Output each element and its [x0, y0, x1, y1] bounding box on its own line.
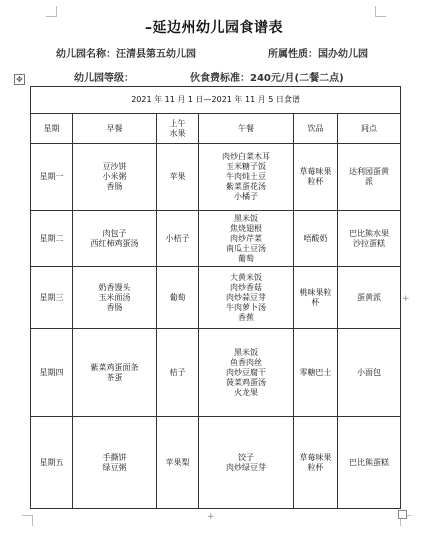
lunch-item: 牛肉炖土豆 — [226, 172, 266, 181]
table-row — [31, 267, 401, 329]
day-cell: 星期一 — [31, 144, 73, 211]
breakfast-item: 香肠 — [106, 182, 123, 191]
drink-item: 唔酸奶 — [303, 233, 328, 243]
lunch-item: 菠菜鸡蛋汤 — [226, 377, 266, 387]
drink-cell — [294, 329, 338, 417]
snack-item: 达利园蛋黄 — [349, 167, 390, 176]
fruit-cell — [157, 144, 199, 211]
fruit-cell — [157, 417, 199, 509]
fruit-item: 苹果 — [169, 172, 186, 181]
drink-cell — [294, 144, 338, 211]
header-row — [31, 114, 401, 144]
table-move-handle-icon[interactable]: ✥ — [14, 74, 25, 85]
breakfast-item: 玉米面汤 — [98, 292, 131, 302]
drink-cell — [294, 211, 338, 267]
snack-cell — [338, 211, 401, 267]
fruit-item: 桔子 — [169, 367, 186, 377]
snack-item: 蛋黄派 — [357, 292, 382, 302]
header-fruit: 上午 水果 — [157, 114, 199, 144]
header-breakfast: 早餐 — [73, 114, 157, 144]
drink-item: 草莓味果 — [299, 452, 332, 462]
fruit-item: 葡萄 — [169, 292, 186, 302]
lunch-item: 大黄米饭 — [230, 272, 262, 282]
table-row — [31, 329, 401, 417]
table-row — [31, 211, 401, 267]
table-row — [31, 417, 401, 509]
drink-item: 零糖巴士 — [299, 367, 332, 377]
day-cell: 星期四 — [31, 329, 73, 417]
drink-item: 杯 — [311, 297, 320, 307]
snack-item: 派 — [365, 177, 374, 186]
table-resize-handle-icon[interactable] — [398, 510, 407, 519]
page-corner-mark — [22, 515, 33, 526]
lunch-cell — [199, 144, 294, 211]
kindergarten-grade: 幼儿园等级： — [74, 73, 134, 84]
lunch-item: 紫菜蛋花汤 — [226, 182, 266, 191]
breakfast-item: 豆沙饼 — [102, 162, 127, 171]
lunch-item: 肉炒蒜豆芽 — [226, 292, 266, 302]
add-column-icon[interactable]: + — [402, 294, 410, 304]
snack-cell — [338, 144, 401, 211]
fruit-item: 小桔子 — [165, 233, 190, 243]
breakfast-item: 香肠 — [106, 302, 123, 312]
header-snack: 间点 — [338, 114, 401, 144]
add-row-icon[interactable]: + — [207, 512, 215, 522]
lunch-item: 小橘子 — [234, 192, 258, 201]
fruit-cell — [157, 329, 199, 417]
breakfast-item: 肉包子 — [102, 228, 127, 238]
snack-cell — [338, 329, 401, 417]
lunch-item: 葡萄 — [238, 253, 254, 263]
lunch-cell — [199, 417, 294, 509]
drink-item: 粒杯 — [307, 177, 324, 186]
breakfast-item: 小米粥 — [102, 172, 127, 181]
snack-cell — [338, 267, 401, 329]
kindergarten-nature: 所属性质：国办幼儿园 — [268, 49, 368, 60]
breakfast-cell — [73, 267, 157, 329]
drink-cell — [294, 267, 338, 329]
breakfast-cell — [73, 144, 157, 211]
snack-item: 沙拉蛋糕 — [353, 238, 386, 248]
header-drink: 饮品 — [294, 114, 338, 144]
breakfast-item: 手撕饼 — [102, 452, 127, 462]
snack-item: 小面包 — [357, 367, 382, 377]
breakfast-item: 茶蛋 — [106, 372, 123, 382]
snack-item: 巴比熊蛋糕 — [349, 457, 390, 467]
day-cell: 星期五 — [31, 417, 73, 509]
meal-fee-standard: 伙食费标准：240元/月(二餐二点) — [190, 73, 344, 84]
lunch-item: 火龙果 — [234, 387, 258, 397]
snack-item: 巴比熊水果 — [349, 228, 390, 238]
breakfast-cell — [73, 329, 157, 417]
day-cell: 星期三 — [31, 267, 73, 329]
lunch-item: 香蕉 — [238, 312, 254, 322]
date-range-caption: 2021 年 11 月 1 日—2021 年 11 月 5 日食谱 — [31, 87, 401, 114]
drink-cell — [294, 417, 338, 509]
lunch-item: 肉炒白菜木耳 — [222, 152, 270, 161]
header-day: 星期 — [31, 114, 73, 144]
kindergarten-name: 幼儿园名称：汪清县第五幼儿园 — [56, 49, 196, 60]
lunch-cell — [199, 329, 294, 417]
lunch-cell — [199, 267, 294, 329]
breakfast-item: 紫菜鸡蛋面条 — [90, 362, 139, 372]
lunch-item: 肉炒香菇 — [230, 282, 262, 292]
page-corner-mark — [46, 6, 57, 17]
day-cell: 星期二 — [31, 211, 73, 267]
lunch-item: 牛肉萝卜汤 — [226, 302, 266, 312]
lunch-item: 肉炒豆腐干 — [226, 367, 266, 377]
document-title: –延边州幼儿园食谱表 — [145, 20, 283, 36]
drink-item: 草莓味果 — [299, 167, 332, 176]
breakfast-item: 西红柿鸡蛋汤 — [90, 238, 139, 248]
breakfast-cell — [73, 417, 157, 509]
lunch-cell — [199, 211, 294, 267]
breakfast-item: 奶香馒头 — [98, 282, 131, 292]
lunch-item: 鱼香肉丝 — [230, 357, 262, 367]
lunch-item: 饺子 — [238, 452, 254, 462]
page-corner-mark — [375, 6, 386, 17]
fruit-cell — [157, 211, 199, 267]
lunch-item: 焦烧翅根 — [230, 223, 262, 233]
breakfast-item: 绿豆粥 — [102, 462, 127, 472]
lunch-item: 南瓜土豆汤 — [226, 243, 266, 253]
lunch-item: 黑米饭 — [234, 213, 258, 223]
fruit-item: 苹果梨 — [165, 457, 190, 467]
menu-table — [30, 86, 401, 509]
snack-cell — [338, 417, 401, 509]
breakfast-cell — [73, 211, 157, 267]
lunch-item: 黑米饭 — [234, 347, 258, 357]
table-row — [31, 144, 401, 211]
header-lunch: 午餐 — [199, 114, 294, 144]
lunch-item: 玉米糖子饭 — [226, 162, 266, 171]
lunch-item: 肉炒芹菜 — [230, 233, 262, 243]
fruit-cell — [157, 267, 199, 329]
drink-item: 桃味果粒 — [299, 287, 332, 297]
lunch-item: 肉炒绿豆芽 — [226, 462, 266, 472]
drink-item: 粒杯 — [307, 462, 324, 472]
